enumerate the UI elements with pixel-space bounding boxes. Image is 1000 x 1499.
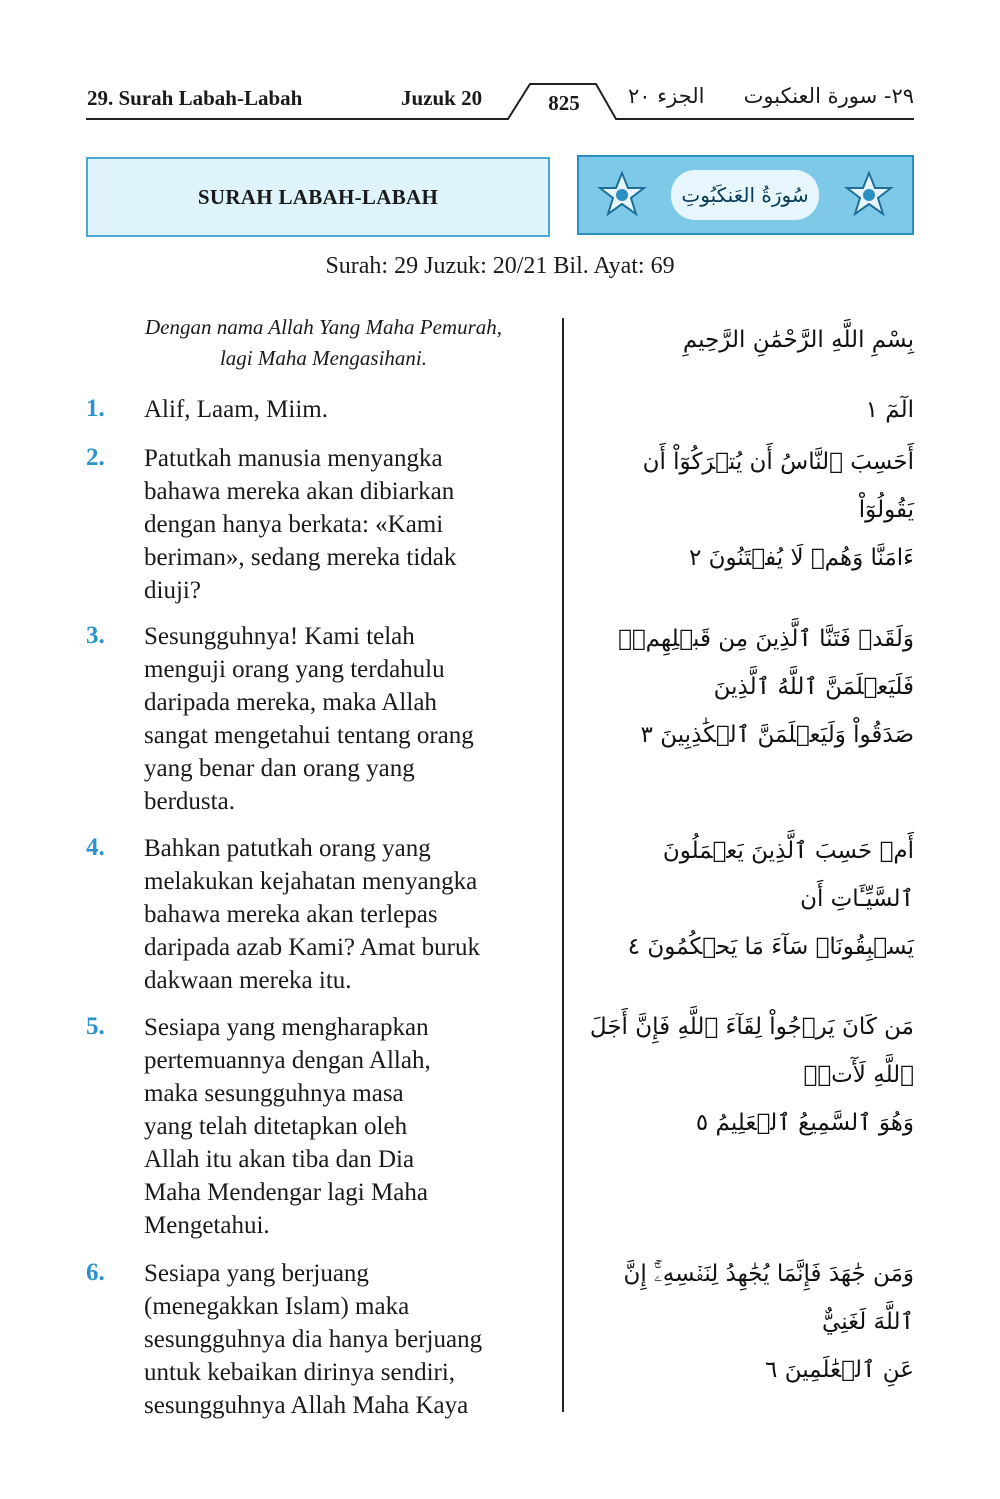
verse-line: beriman», sedang mereka tidak: [144, 544, 457, 571]
arabic-line: أَحَسِبَ ٱلنَّاسُ أَن يُتۡرَكُوٓاْ أَن يَقُولُوٓاْ: [642, 449, 914, 523]
basmala-translation: [86, 312, 561, 374]
verse-line: sangat mengetahui tentang orang: [144, 722, 474, 749]
verse-line: bahawa mereka akan terlepas: [144, 901, 438, 928]
header-arabic-juz: الجزء ٢٠: [628, 84, 705, 108]
verse-arabic: [584, 1003, 914, 1147]
surah-title-box: [86, 157, 550, 237]
surah-title: SURAH LABAH-LABAH: [197, 184, 439, 209]
arabic-line: وَلَقَدۡ فَتَنَّا ٱلَّذِينَ مِن قَبۡلِهِمۡۖ فَلَيَعۡلَمَنَّ ٱللَّهُ ٱلَّذِينَ: [618, 626, 914, 700]
header-juz-label: Juzuk 20: [401, 86, 483, 110]
verse-line: pertemuannya dengan Allah,: [144, 1047, 431, 1074]
arabic-line: ءَامَنَّا وَهُمۡ لَا يُفۡتَنُونَ ٢: [688, 545, 914, 571]
verse-line: maka sesungguhnya masa: [144, 1080, 404, 1107]
verse-line: Alif, Laam, Miim.: [144, 396, 328, 423]
verse-line: daripada azab Kami? Amat buruk: [144, 934, 480, 961]
verse-translation: [144, 1011, 559, 1242]
arabic-line: وَمَن جَٰهَدَ فَإِنَّمَا يُجَٰهِدُ لِنَفۡسِهِۦٓۚ إِنَّ ٱللَّهَ لَغَنِيٌّ: [623, 1261, 914, 1335]
verse-translation: [144, 393, 559, 426]
verse-number: 1.: [86, 395, 105, 422]
verse-translation: [144, 832, 559, 997]
verse-line: Sesiapa yang berjuang: [144, 1260, 369, 1287]
ornament-star-icon: [597, 171, 647, 221]
basmala-arabic: بِسْمِ اللَّهِ الرَّحْمَٰنِ الرَّحِيمِ: [682, 327, 914, 353]
verse-line: Sesiapa yang mengharapkan: [144, 1014, 429, 1041]
verse-line: yang benar dan orang yang: [144, 755, 415, 782]
header-rule: [0, 0, 1000, 130]
verse-line: sesungguhnya dia hanya berjuang: [144, 1326, 483, 1353]
verse-line: dakwaan mereka itu.: [144, 967, 352, 994]
verse-line: Patutkah manusia menyangka: [144, 445, 443, 472]
verse-line: melakukan kejahatan menyangka: [144, 868, 478, 895]
verse-line: yang telah ditetapkan oleh: [144, 1113, 408, 1140]
arabic-line: الٓمٓ ١: [865, 397, 914, 423]
page-number: 825: [548, 91, 580, 115]
verse-translation: [144, 442, 559, 607]
verse-number: 3.: [86, 622, 105, 649]
arabic-line: عَنِ ٱلۡعَٰلَمِينَ ٦: [765, 1357, 914, 1383]
arabic-line: صَدَقُواْ وَلَيَعۡلَمَنَّ ٱلۡكَٰذِبِينَ ٣: [640, 722, 914, 748]
column-divider: [562, 318, 564, 1412]
basmala-line: lagi Maha Mengasihani.: [219, 346, 428, 370]
verse-number: 5.: [86, 1013, 105, 1040]
verse-line: Bahkan patutkah orang yang: [144, 835, 431, 862]
verse-line: daripada mereka, maka Allah: [144, 689, 437, 716]
header-arabic-surah: ٢٩- سورة العنكبوت: [743, 84, 914, 108]
basmala-line: Dengan nama Allah Yang Maha Pemurah,: [145, 315, 502, 339]
verse-line: bahawa mereka akan dibiarkan: [144, 478, 455, 505]
verse-translation: [144, 620, 559, 818]
arabic-line: وَهُوَ ٱلسَّمِيعُ ٱلۡعَلِيمُ ٥: [695, 1110, 914, 1136]
verse-line: Allah itu akan tiba dan Dia: [144, 1146, 415, 1173]
verse-line: dengan hanya berkata: «Kami: [144, 511, 444, 538]
verse-arabic: [584, 1250, 914, 1394]
ornament-star-icon: [844, 171, 894, 221]
arabic-line: يَسۡبِقُونَاۚ سَآءَ مَا يَحۡكُمُونَ ٤: [627, 934, 914, 960]
verse-line: Mengetahui.: [144, 1212, 270, 1239]
surah-ornament-panel: [577, 155, 914, 235]
surah-meta: Surah: 29 Juzuk: 20/21 Bil. Ayat: 69: [325, 253, 675, 279]
verse-line: berdusta.: [144, 788, 235, 815]
verse-line: sesungguhnya Allah Maha Kaya: [144, 1392, 469, 1419]
verse-line: diuji?: [144, 577, 201, 604]
verse-number: 4.: [86, 834, 105, 861]
arabic-line: أَمۡ حَسِبَ ٱلَّذِينَ يَعۡمَلُونَ ٱلسَّيِّـَٔاتِ أَن: [662, 838, 914, 912]
verse-line: untuk kebaikan dirinya sendiri,: [144, 1359, 456, 1386]
verse-line: menguji orang yang terdahulu: [144, 656, 445, 683]
verse-line: Sesungguhnya! Kami telah: [144, 623, 415, 650]
verse-arabic: [584, 438, 914, 582]
header-surah-label: 29. Surah Labah-Labah: [87, 86, 303, 110]
verse-number: 6.: [86, 1259, 105, 1286]
verse-line: Maha Mendengar lagi Maha: [144, 1179, 428, 1206]
verse-number: 2.: [86, 444, 105, 471]
verse-arabic: [584, 827, 914, 971]
arabic-surah-name: سُورَةُ العَنكَبُوتِ: [671, 170, 819, 220]
verse-line: (menegakkan Islam) maka: [144, 1293, 410, 1320]
arabic-line: مَن كَانَ يَرۡجُواْ لِقَآءَ ٱللَّهِ فَإِنَّ أَجَلَ ٱللَّهِ لَأٓتٖۚ: [589, 1014, 914, 1088]
verse-arabic: [584, 615, 914, 759]
verse-translation: [144, 1257, 559, 1422]
verse-arabic: [584, 386, 914, 434]
